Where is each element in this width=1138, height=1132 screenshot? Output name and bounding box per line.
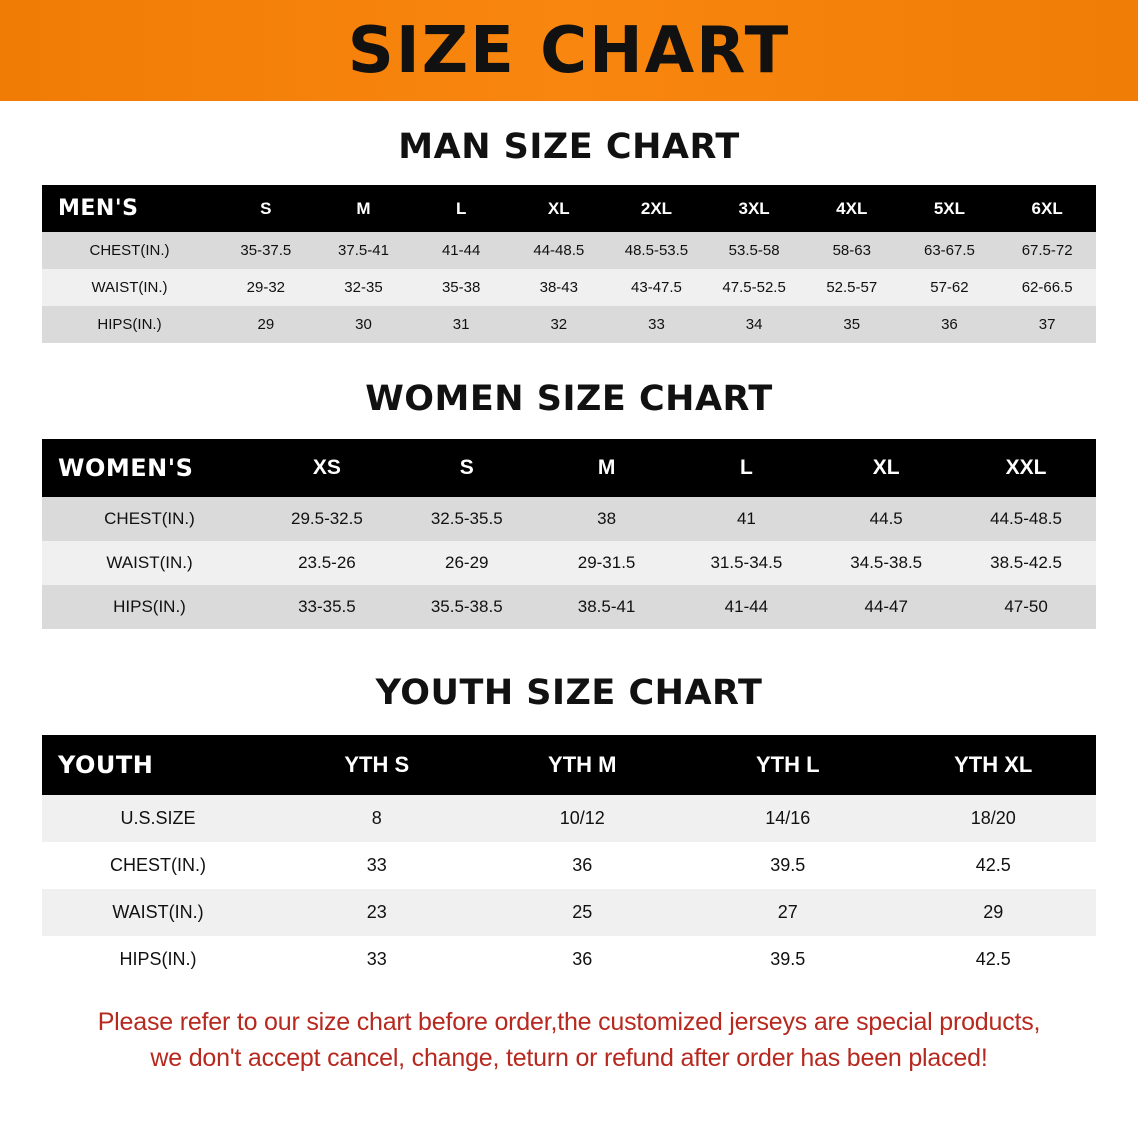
table-header-cell: M: [597, 456, 616, 479]
table-cell: 25: [480, 889, 686, 936]
table-cell: 38-43: [510, 269, 608, 306]
table-cell: 48.5-53.5: [608, 232, 706, 269]
page-title: SIZE CHART: [347, 13, 791, 88]
table-header-cell: S: [260, 198, 272, 218]
row-label: WAIST(IN.): [42, 541, 257, 585]
youth-size-table: [42, 735, 1096, 983]
table-cell: 53.5-58: [705, 232, 803, 269]
table-header-row: [42, 439, 1096, 497]
table-cell: 37.5-41: [315, 232, 413, 269]
table-header-cell: L: [739, 456, 753, 479]
table-cell: 32: [510, 306, 608, 343]
table-header-cell: YTH M: [548, 752, 617, 777]
table-cell: 44.5: [816, 497, 956, 541]
table-cell: 32.5-35.5: [397, 497, 537, 541]
row-label: WAIST(IN.): [42, 269, 217, 306]
table-header-cell: XXL: [1005, 456, 1047, 479]
table-cell: 52.5-57: [803, 269, 901, 306]
table-cell: 10/12: [480, 795, 686, 842]
table-row: [42, 497, 1096, 541]
row-label: CHEST(IN.): [42, 232, 217, 269]
table-header-cell: XL: [872, 456, 900, 479]
table-cell: 29-31.5: [537, 541, 677, 585]
table-cell: 42.5: [891, 936, 1097, 983]
table-row: [42, 585, 1096, 629]
table-cell: 47.5-52.5: [705, 269, 803, 306]
disclaimer-line-2: we don't accept cancel, change, teturn or refund after order has been placed!: [150, 1043, 988, 1072]
table-cell: 33-35.5: [257, 585, 397, 629]
table-cell: 23: [274, 889, 480, 936]
table-cell: 30: [315, 306, 413, 343]
table-cell: 29: [891, 889, 1097, 936]
table-cell: 35: [803, 306, 901, 343]
table-cell: 35.5-38.5: [397, 585, 537, 629]
women-section-title: WOMEN SIZE CHART: [365, 379, 773, 419]
row-label: HIPS(IN.): [42, 585, 257, 629]
table-cell: 41-44: [676, 585, 816, 629]
table-cell: 36: [480, 842, 686, 889]
table-cell: 37: [998, 306, 1096, 343]
table-header-row: [42, 735, 1096, 795]
table-cell: 14/16: [685, 795, 891, 842]
table-cell: 42.5: [891, 842, 1097, 889]
table-cell: 38.5-42.5: [956, 541, 1096, 585]
man-table-wrapper: [42, 185, 1096, 343]
table-header-cell: M: [356, 198, 371, 218]
table-header-cell: YOUTH: [58, 751, 154, 779]
youth-table-wrapper: [42, 735, 1096, 983]
table-cell: 38.5-41: [537, 585, 677, 629]
row-label: WAIST(IN.): [42, 889, 274, 936]
table-cell: 33: [608, 306, 706, 343]
table-header-cell: XL: [547, 198, 570, 218]
table-cell: 32-35: [315, 269, 413, 306]
table-cell: 38: [537, 497, 677, 541]
table-cell: 23.5-26: [257, 541, 397, 585]
table-cell: 39.5: [685, 842, 891, 889]
table-cell: 35-37.5: [217, 232, 315, 269]
women-table-wrapper: [42, 439, 1096, 629]
table-cell: 44-48.5: [510, 232, 608, 269]
table-cell: 27: [685, 889, 891, 936]
table-cell: 43-47.5: [608, 269, 706, 306]
table-header-cell: 4XL: [836, 198, 868, 218]
table-header-cell: 3XL: [738, 198, 770, 218]
table-cell: 34: [705, 306, 803, 343]
disclaimer-note: [39, 1005, 1099, 1076]
table-cell: 26-29: [397, 541, 537, 585]
table-header-cell: L: [455, 198, 467, 218]
table-cell: 67.5-72: [998, 232, 1096, 269]
table-cell: 41-44: [412, 232, 510, 269]
table-row: [42, 889, 1096, 936]
row-label: HIPS(IN.): [42, 936, 274, 983]
table-cell: 33: [274, 936, 480, 983]
table-cell: 29.5-32.5: [257, 497, 397, 541]
table-row: [42, 795, 1096, 842]
table-cell: 31: [412, 306, 510, 343]
table-row: [42, 306, 1096, 343]
table-cell: 8: [274, 795, 480, 842]
table-cell: 36: [480, 936, 686, 983]
table-header-cell: 6XL: [1031, 198, 1063, 218]
table-row: [42, 936, 1096, 983]
man-size-table: [42, 185, 1096, 343]
row-label: U.S.SIZE: [42, 795, 274, 842]
table-cell: 18/20: [891, 795, 1097, 842]
table-cell: 39.5: [685, 936, 891, 983]
table-cell: 44-47: [816, 585, 956, 629]
disclaimer-line-1: Please refer to our size chart before order,the customized jerseys are special products,: [97, 1008, 1041, 1036]
table-header-cell: YTH XL: [954, 752, 1033, 777]
table-cell: 58-63: [803, 232, 901, 269]
table-header-cell: 5XL: [933, 198, 966, 218]
row-label: CHEST(IN.): [42, 497, 257, 541]
table-cell: 62-66.5: [998, 269, 1096, 306]
table-header-cell: XS: [312, 456, 341, 479]
table-cell: 63-67.5: [901, 232, 999, 269]
table-header-cell: WOMEN'S: [58, 454, 194, 482]
table-row: [42, 232, 1096, 269]
table-cell: 29-32: [217, 269, 315, 306]
table-cell: 41: [676, 497, 816, 541]
table-cell: 57-62: [901, 269, 999, 306]
table-header-cell: YTH S: [344, 752, 410, 777]
table-row: [42, 269, 1096, 306]
table-cell: 47-50: [956, 585, 1096, 629]
table-row: [42, 842, 1096, 889]
table-cell: 35-38: [412, 269, 510, 306]
row-label: CHEST(IN.): [42, 842, 274, 889]
table-header-cell: S: [459, 456, 474, 479]
table-header-cell: MEN'S: [58, 196, 139, 221]
row-label: HIPS(IN.): [42, 306, 217, 343]
table-header-cell: 2XL: [640, 198, 673, 218]
table-cell: 36: [901, 306, 999, 343]
table-cell: 33: [274, 842, 480, 889]
table-header-cell: YTH L: [755, 752, 820, 777]
man-section-title: MAN SIZE CHART: [398, 127, 740, 167]
banner: [0, 0, 1138, 101]
table-cell: 31.5-34.5: [676, 541, 816, 585]
table-header-row: [42, 185, 1096, 232]
women-size-table: [42, 439, 1096, 629]
table-cell: 34.5-38.5: [816, 541, 956, 585]
table-row: [42, 541, 1096, 585]
youth-section-title: YOUTH SIZE CHART: [375, 673, 763, 713]
table-cell: 29: [217, 306, 315, 343]
table-cell: 44.5-48.5: [956, 497, 1096, 541]
